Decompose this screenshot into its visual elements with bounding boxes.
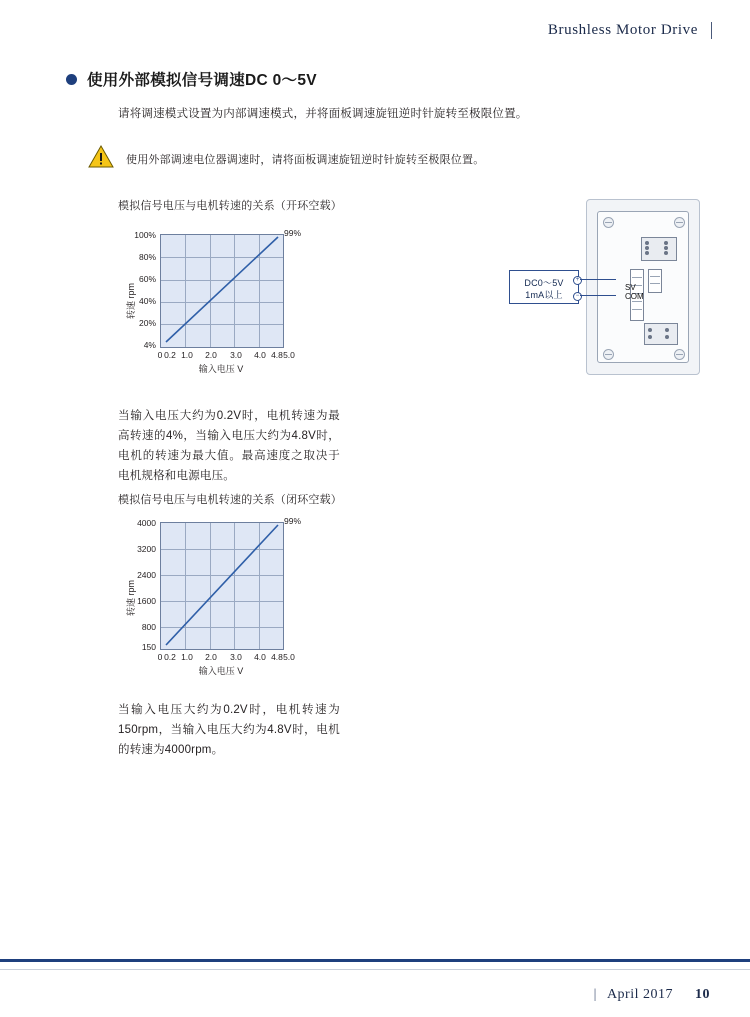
footer-rule-secondary	[0, 969, 750, 970]
chart-open-plot-area	[160, 234, 284, 348]
chart-open-series-line	[161, 235, 283, 347]
chart-open-xtick-10: 1.0	[181, 350, 193, 360]
chart-open-xtick-50: 5.0	[283, 350, 295, 360]
page-header	[0, 0, 750, 56]
chart-closed-loop	[118, 506, 418, 676]
chart-closed-xtick-20: 2.0	[205, 652, 217, 662]
chart-open-xtick-0: 0	[157, 350, 163, 360]
callout-current: 1mA以上	[525, 290, 563, 300]
terminal-labels	[625, 283, 644, 301]
section-bullet-icon	[66, 74, 77, 85]
callout-plus-node: +	[573, 276, 582, 285]
terminal-dots-bottom2	[665, 326, 671, 340]
screw-icon	[603, 349, 614, 360]
header-divider	[711, 22, 712, 39]
chart-closed-xtick-10: 1.0	[181, 652, 193, 662]
footer-rule	[0, 959, 750, 962]
chart-closed-ytick-2400: 2400	[137, 570, 156, 580]
chart-open-end-annotation: 99%	[284, 228, 302, 238]
footer-date: April 2017	[606, 987, 673, 1002]
warning-text: 使用外部调速电位器调速时，请将面板调速旋钮逆时针旋转至极限位置。	[126, 154, 485, 166]
closed-loop-description: 当输入电压大约为0.2V时，电机转速为150rpm，当输入电压大约为4.8V时，电机的转速为4000rpm。	[118, 704, 340, 756]
chart-closed-xtick-30: 3.0	[230, 652, 242, 662]
chart-open-xtick-40: 4.0	[254, 350, 266, 360]
chart-open-xlabel: 输入电压 V	[198, 364, 244, 374]
screw-icon	[674, 349, 685, 360]
chart-closed-xtick-50: 5.0	[283, 652, 295, 662]
chart-closed-ytick-3200: 3200	[137, 544, 156, 554]
lead-line-plus	[580, 279, 616, 280]
chart-open-xtick-48: 4.8	[271, 350, 283, 360]
chart-open-ylabel: 转速 rpm	[126, 282, 136, 319]
terminal-dots-top2	[664, 240, 670, 256]
chart-open-caption: 模拟信号电压与电机转速的关系（开环空载）	[118, 200, 342, 212]
terminal-dots-bottom	[648, 326, 654, 340]
chart-closed-ylabel: 转速 rpm	[126, 579, 136, 616]
chart-closed-caption: 模拟信号电压与电机转速的关系（闭环空载）	[118, 494, 342, 506]
open-loop-description: 当输入电压大约为0.2V时，电机转速为最高转速的4%，当输入电压大约为4.8V时，电机的转速为最大值。最高速度之取决于电机规格和电源电压。	[118, 410, 340, 482]
chart-closed-xtick-40: 4.0	[254, 652, 266, 662]
footer-separator: |	[593, 987, 597, 1002]
chart-open-ytick-60: 60%	[138, 274, 156, 284]
chart-closed-ytick-1600: 1600	[137, 596, 156, 606]
chart-closed-ytick-800: 800	[141, 622, 156, 632]
lead-line-minus	[580, 295, 616, 296]
screw-icon	[674, 217, 685, 228]
chart-closed-plot-area	[160, 522, 284, 650]
chart-open-ytick-40: 40%	[138, 296, 156, 306]
chart-closed-end-annotation: 99%	[284, 516, 302, 526]
chart-closed-ytick-150: 150	[141, 642, 156, 652]
chart-open-loop	[118, 212, 418, 372]
header-title: Brushless Motor Drive	[547, 22, 698, 38]
callout-minus-node: −	[573, 292, 582, 301]
chart-open-ytick-100: 100%	[134, 230, 156, 240]
terminal-label-sv: SV	[625, 283, 636, 292]
chart-open-xtick-30: 3.0	[230, 350, 242, 360]
chart-closed-ytick-4000: 4000	[137, 518, 156, 528]
chart-open-ytick-4: 4%	[143, 340, 156, 350]
callout-voltage: DC0～5V	[524, 278, 564, 288]
chart-closed-xtick-48: 4.8	[271, 652, 283, 662]
terminal-label-com: COM	[625, 292, 644, 301]
page-title: 使用外部模拟信号调速DC 0～5V	[87, 72, 317, 89]
chart-closed-xlabel: 输入电压 V	[198, 666, 244, 676]
chart-open-ytick-20: 20%	[138, 318, 156, 328]
chart-open-xtick-20: 2.0	[205, 350, 217, 360]
connector-strip-sv	[648, 269, 662, 293]
chart-closed-series-line	[161, 523, 283, 649]
intro-paragraph: 请将调速模式设置为内部调速模式，并将面板调速旋钮逆时针旋转至极限位置。	[118, 108, 528, 120]
page-footer	[594, 987, 710, 1003]
chart-closed-xtick-02: 0.2	[164, 652, 176, 662]
footer-page-number: 10	[695, 987, 710, 1002]
chart-open-ytick-80: 80%	[138, 252, 156, 262]
supply-callout-box	[509, 270, 579, 304]
warning-triangle-icon	[88, 145, 114, 168]
terminal-dots-top	[645, 240, 651, 256]
chart-open-xtick-02: 0.2	[164, 350, 176, 360]
chart-closed-xtick-0: 0	[157, 652, 163, 662]
screw-icon	[603, 217, 614, 228]
